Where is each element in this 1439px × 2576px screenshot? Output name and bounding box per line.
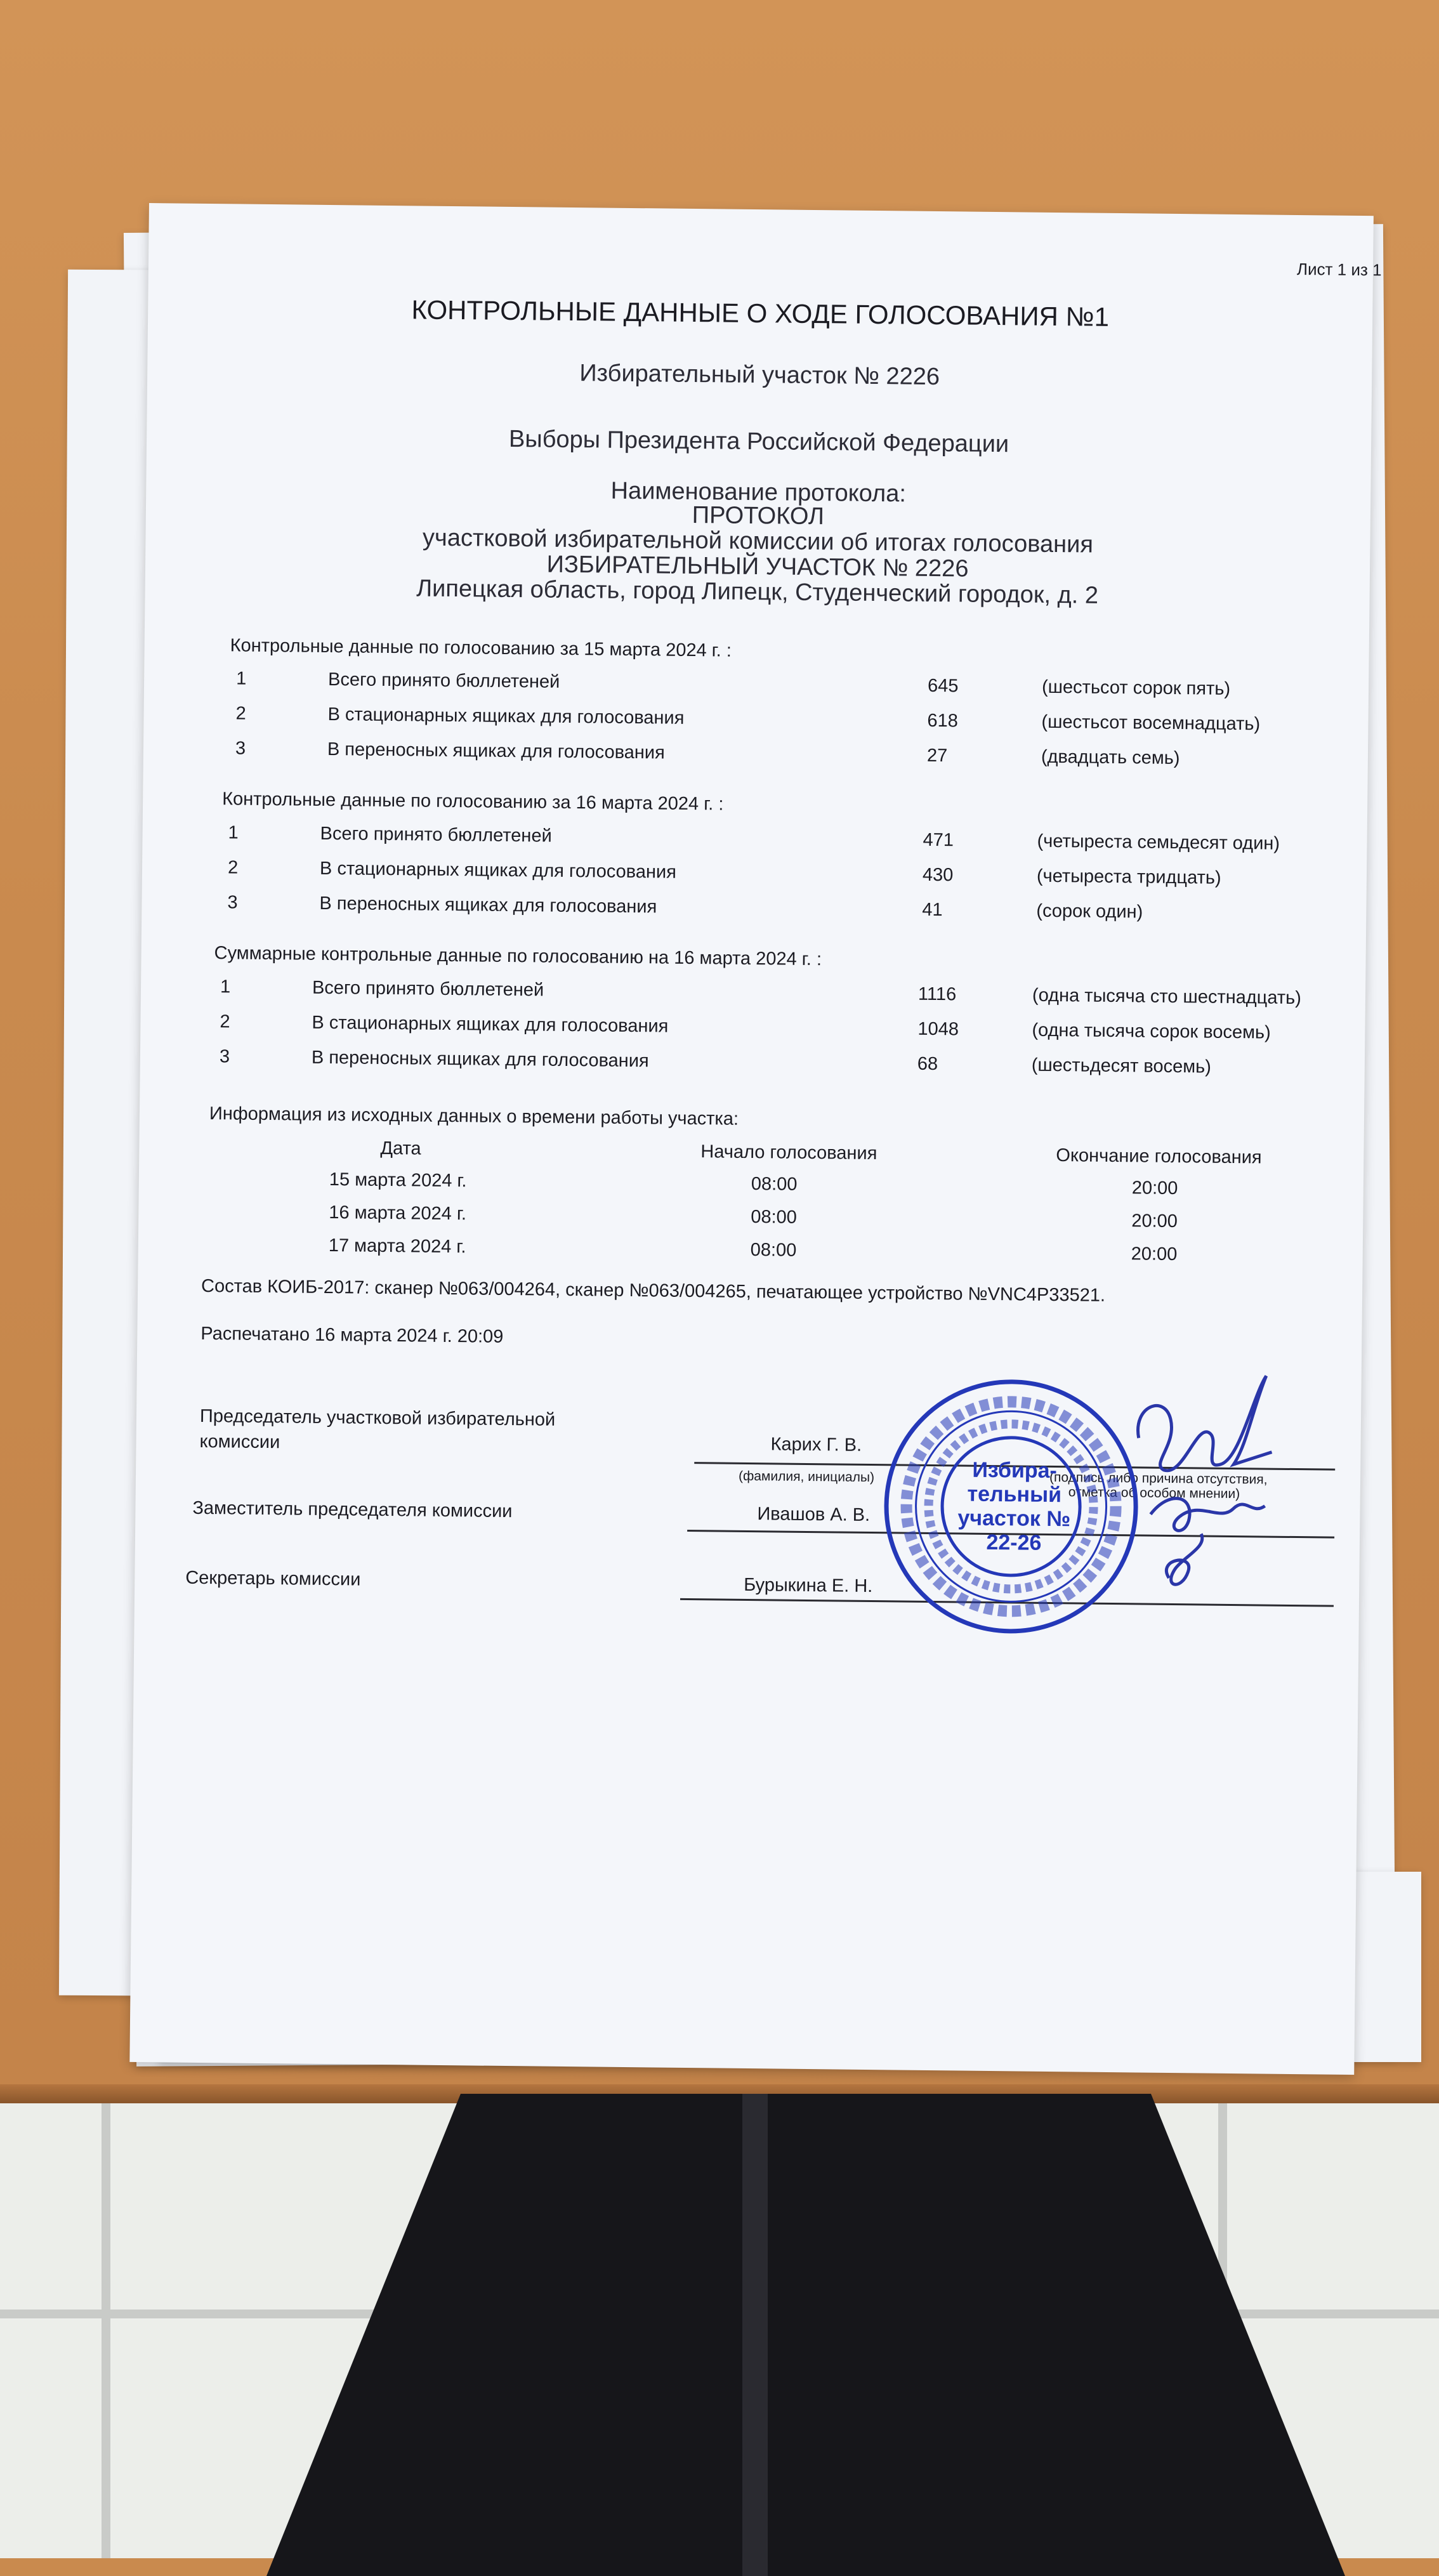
row-value: 645 (927, 675, 959, 697)
handwritten-signatures (1124, 1368, 1292, 1617)
sign-caption: (подпись либо причина отсутствия, (1049, 1469, 1268, 1487)
schedule-end: 20:00 (1131, 1244, 1178, 1265)
protocol-precinct: ИЗБИРАТЕЛЬНЫЙ УЧАСТОК № 2226 (546, 551, 969, 582)
person-legs-fold (742, 2094, 768, 2576)
row-words: (двадцать семь) (1041, 746, 1180, 769)
precinct-address: Липецкая область, город Липецк, Студенческий городок, д. 2 (416, 575, 1099, 609)
chair-label: Председатель участковой избирательной (199, 1405, 556, 1430)
sign-caption-cont: отметка об особом мнении) (1068, 1485, 1240, 1502)
row-words: (четыреста семьдесят один) (1037, 831, 1280, 854)
section-heading: Контрольные данные по голосованию за 15 марта 2024 г. : (230, 635, 732, 661)
row-label: В переносных ящиках для голосования (311, 1047, 649, 1072)
protocol-document (129, 203, 1382, 2075)
section-heading: Контрольные данные по голосованию за 16 марта 2024 г. : (222, 789, 724, 815)
row-number: 1 (220, 976, 231, 997)
row-label: Всего принято бюллетеней (320, 823, 552, 846)
row-number: 2 (220, 1011, 230, 1032)
row-value: 618 (927, 710, 959, 732)
row-label: В переносных ящиках для голосования (327, 739, 665, 763)
schedule-date: 16 марта 2024 г. (329, 1202, 467, 1225)
row-number: 3 (235, 738, 246, 759)
official-stamp (883, 1378, 1139, 1634)
deputy-label: Заместитель председателя комиссии (192, 1497, 513, 1522)
row-value: 471 (923, 829, 954, 851)
schedule-start: 08:00 (751, 1174, 798, 1195)
row-label: В стационарных ящиках для голосования (327, 704, 685, 728)
row-words: (шестьсот восемнадцать) (1041, 711, 1261, 735)
precinct-title: Избирательный участок № 2226 (579, 360, 940, 391)
row-label: В стационарных ящиках для голосования (312, 1012, 669, 1037)
schedule-date: 15 марта 2024 г. (329, 1169, 467, 1192)
schedule-col-end: Окончание голосования (1056, 1145, 1262, 1168)
chair-name: Карих Г. В. (770, 1434, 862, 1456)
stamp-center-text: Избира-тельный участок № 22-26 (957, 1457, 1071, 1555)
name-caption: (фамилия, инициалы) (738, 1468, 875, 1485)
row-number: 2 (227, 857, 239, 878)
row-value: 27 (926, 745, 948, 766)
row-value: 430 (922, 864, 954, 886)
row-words: (четыреста тридцать) (1036, 865, 1221, 888)
row-value: 41 (922, 899, 943, 921)
deputy-name: Ивашов А. В. (757, 1504, 871, 1526)
row-label: Всего принято бюллетеней (312, 977, 544, 1001)
row-number: 1 (228, 822, 239, 843)
row-number: 3 (219, 1046, 230, 1067)
secretary-label: Секретарь комиссии (185, 1567, 361, 1590)
row-label: В стационарных ящиках для голосования (319, 858, 677, 883)
schedule-start: 08:00 (750, 1240, 797, 1261)
schedule-col-date: Дата (380, 1138, 421, 1159)
row-words: (сорок один) (1036, 900, 1143, 923)
tile-grout (102, 2103, 110, 2558)
row-words: (одна тысяча сорок восемь) (1032, 1020, 1271, 1043)
koib-info: Состав КОИБ-2017: сканер №063/004264, сканер №063/004265, печатающее устройство №VNC4P33521. (200, 1275, 1106, 1306)
row-words: (шестьсот сорок пять) (1041, 676, 1231, 699)
protocol-word: ПРОТОКОЛ (692, 501, 825, 530)
protocol-description: участковой избирательной комиссии об итогах голосования (422, 524, 1094, 558)
row-words: (одна тысяча сто шестнадцать) (1032, 985, 1302, 1009)
secretary-name: Бурыкина Е. Н. (744, 1574, 873, 1597)
schedule-end: 20:00 (1131, 1211, 1178, 1232)
row-label: В переносных ящиках для голосования (319, 893, 657, 917)
row-number: 3 (227, 892, 238, 913)
schedule-col-start: Начало голосования (700, 1141, 877, 1164)
row-value: 68 (917, 1053, 938, 1075)
document-title: КОНТРОЛЬНЫЕ ДАННЫЕ О ХОДЕ ГОЛОСОВАНИЯ №1 (411, 294, 1110, 332)
row-words: (шестьдесят восемь) (1031, 1055, 1212, 1077)
stamp-center (940, 1435, 1082, 1577)
election-name: Выборы Президента Российской Федерации (508, 425, 1009, 458)
row-value: 1116 (917, 983, 957, 1005)
schedule-date: 17 марта 2024 г. (328, 1235, 466, 1258)
schedule-heading: Информация из исходных данных о времени работы участка: (209, 1103, 739, 1129)
section-heading: Суммарные контрольные данные по голосованию на 16 марта 2024 г. : (214, 943, 822, 970)
schedule-start: 08:00 (751, 1207, 798, 1228)
protocol-name-label: Наименование протокола: (610, 477, 907, 508)
chair-label-cont: комиссии (199, 1431, 280, 1453)
schedule-end: 20:00 (1131, 1178, 1178, 1199)
row-number: 1 (235, 668, 247, 689)
row-number: 2 (235, 703, 246, 724)
sheet-number: Лист 1 из 1 (1296, 259, 1382, 280)
row-value: 1048 (917, 1018, 959, 1040)
row-label: Всего принято бюллетеней (327, 669, 560, 692)
printed-date: Распечатано 16 марта 2024 г. 20:09 (200, 1323, 504, 1347)
